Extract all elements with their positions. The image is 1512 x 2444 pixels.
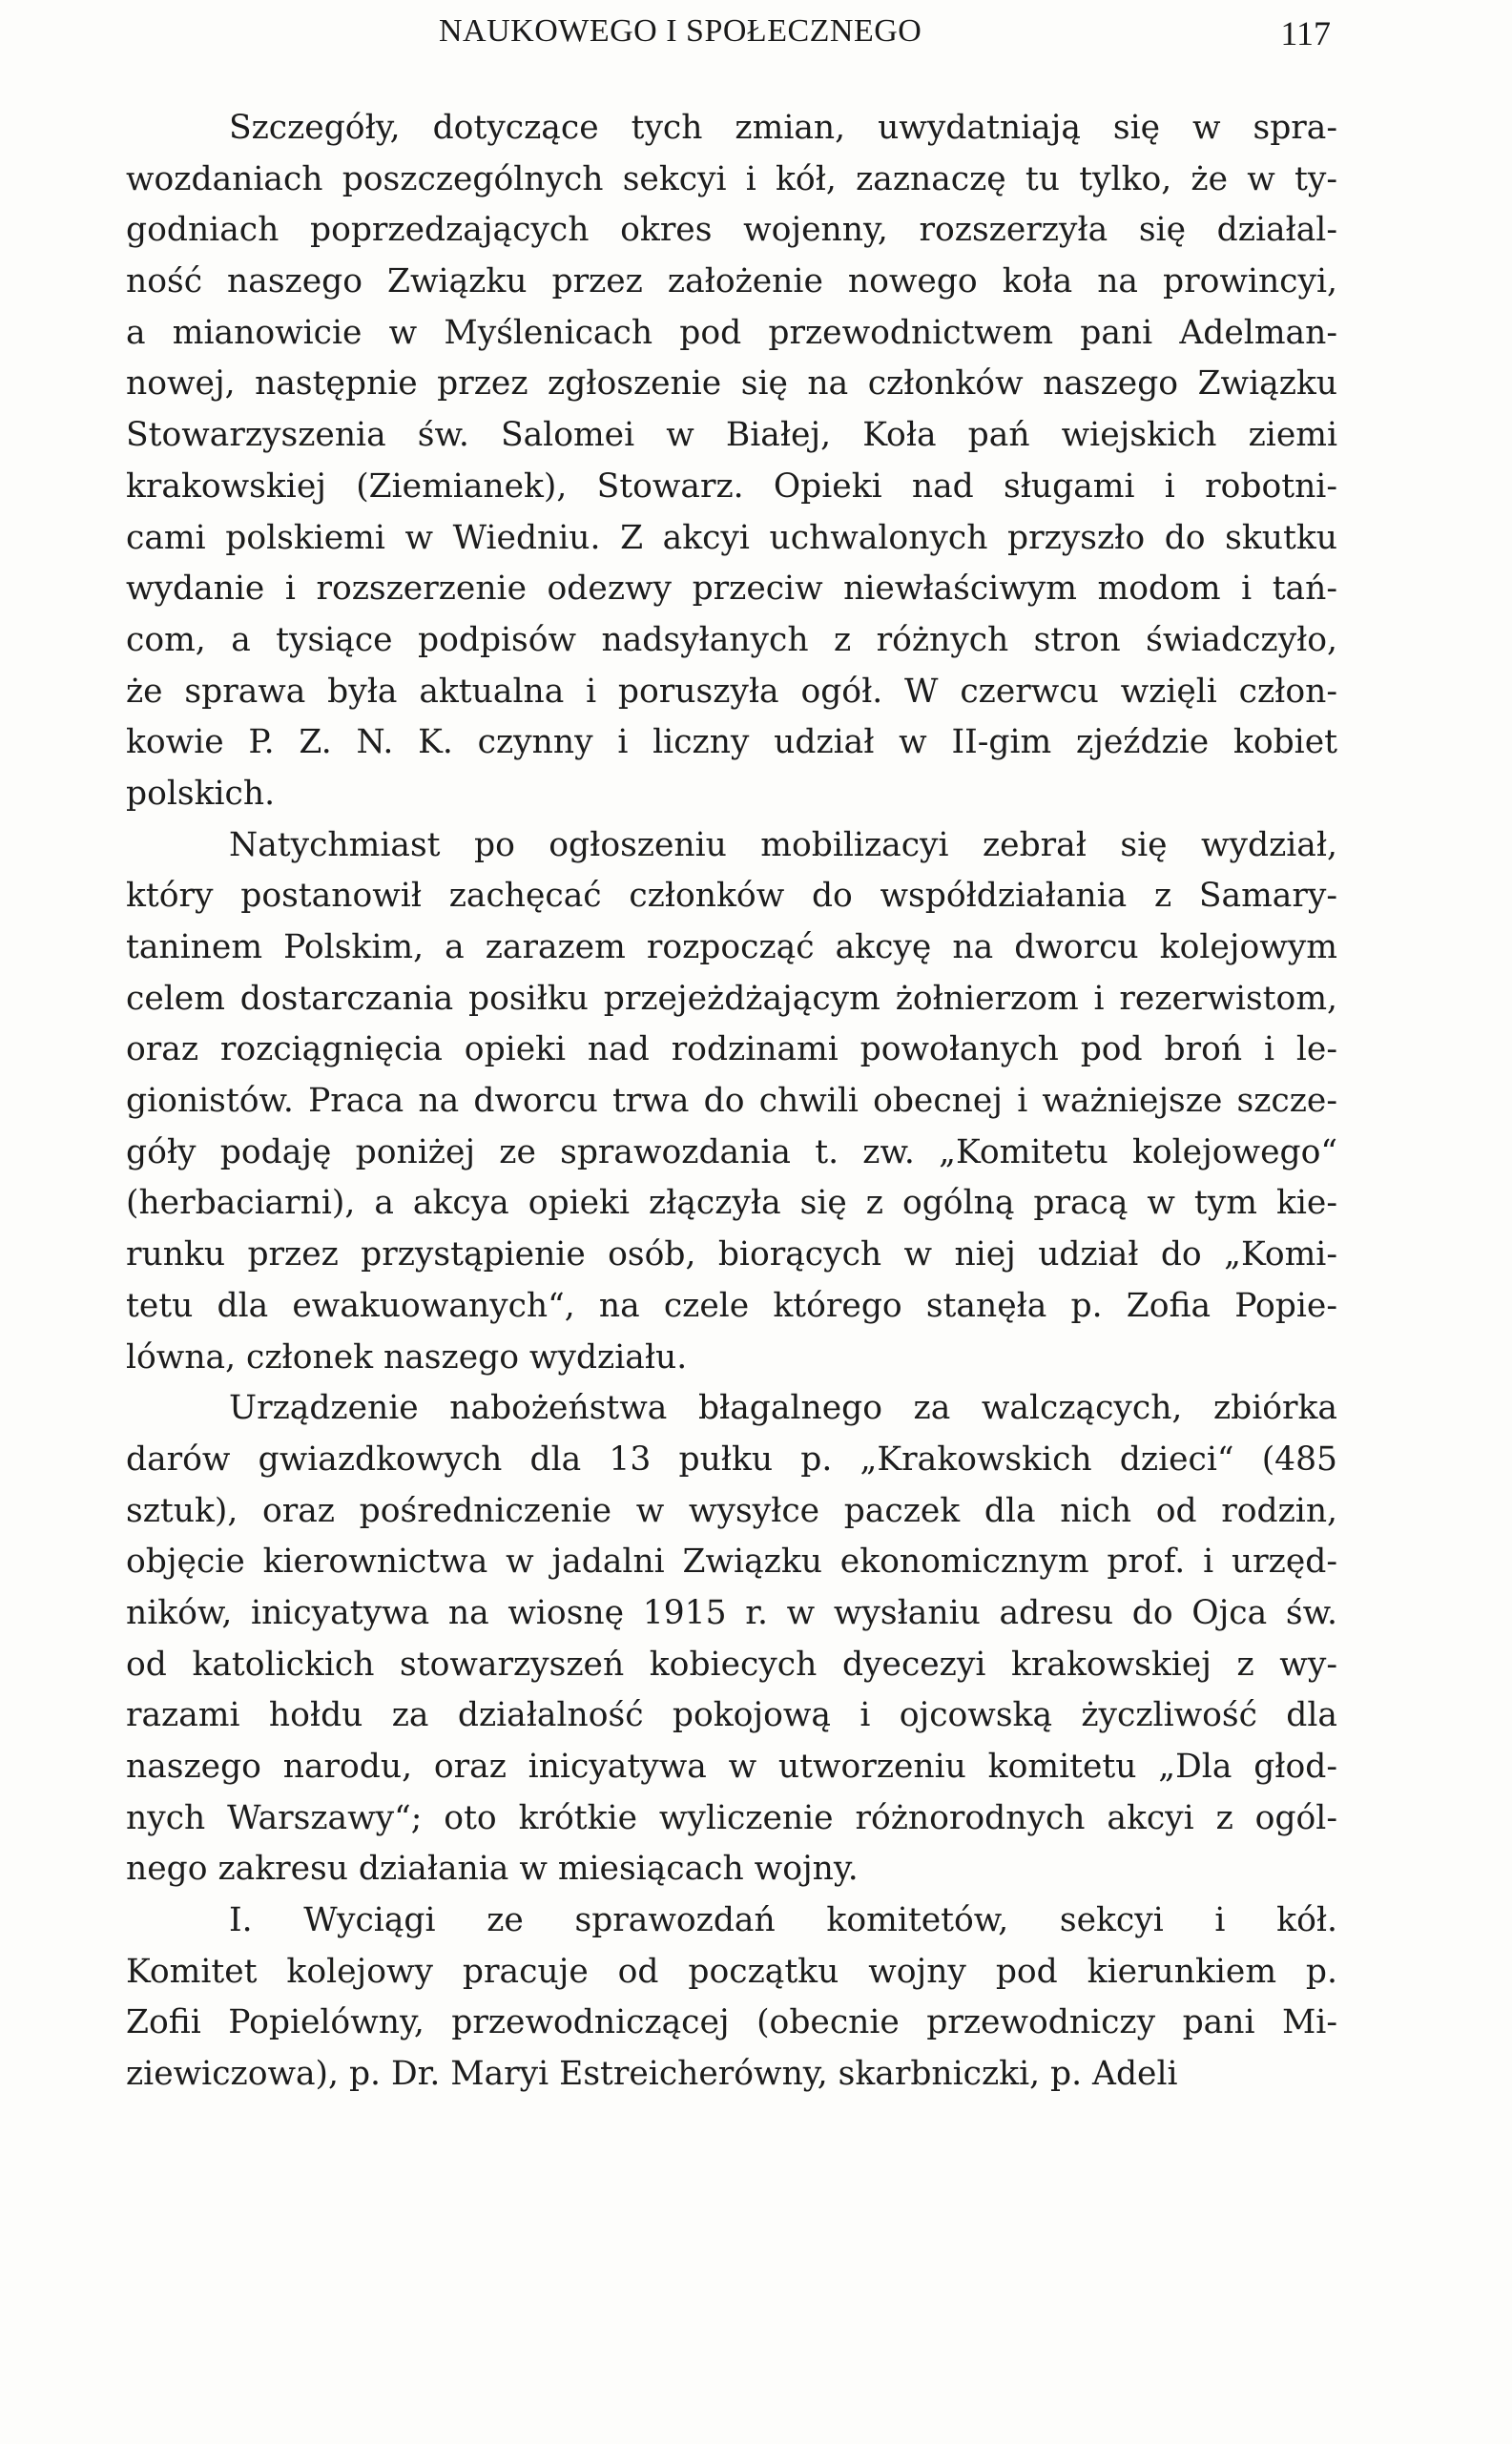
body-text [126,103,1337,2101]
text-line: naszego narodu, oraz inicyatywa w utworzeniu komitetu „Dla głod- [126,1748,1337,1786]
text-line: polskich. [126,774,276,813]
text-line: że sprawa była aktualna i poruszyła ogół. W czerwcu wzięli człon- [126,672,1337,711]
text-line: cami polskiemi w Wiedniu. Z akcyi uchwalonych przyszło do skutku [126,518,1337,557]
text-line: nych Warszawy“; oto krótkie wyliczenie różnorodnych akcyi z ogól- [126,1798,1337,1837]
text-line: taninem Polskim, a zarazem rozpocząć akcyę na dworcu kolejowym [126,928,1337,966]
text-line: wozdaniach poszczególnych sekcyi i kół, zaznaczę tu tylko, że w ty- [126,159,1337,198]
text-line: krakowskiej (Ziemianek), Stowarz. Opieki nad sługami i robotni- [126,466,1337,506]
text-line: kowie P. Z. N. K. czynny i liczny udział w II-gim zjeździe kobiet [126,723,1337,762]
paragraph-4 [126,1895,1337,2101]
running-head: NAUKOWEGO I SPOŁECZNEGO [439,13,922,49]
text-line: objęcie kierownictwa w jadalni Związku ekonomicznym prof. i urzęd- [126,1543,1337,1582]
text-line: sztuk), oraz pośredniczenie w wysyłce paczek dla nich od rodzin, [126,1491,1337,1530]
page-header [0,13,1512,61]
text-line: Zofii Popielówny, przewodniczącej (obecnie przewodniczy pani Mi- [126,2003,1337,2042]
text-line: ziewiczowa), p. Dr. Maryi Estreicherówny, skarbniczki, p. Adeli [126,2055,1178,2094]
text-line: wydanie i rozszerzenie odezwy przeciw niewłaściwym modom i tań- [126,570,1337,609]
text-line: I. Wyciągi ze sprawozdań komitetów, sekcyi i kół. [229,1901,1337,1940]
page-number: 117 [1280,14,1331,52]
text-line: ność naszego Związku przez założenie nowego koła na prowincyi, [126,262,1337,301]
text-line: com, a tysiące podpisów nadsyłanych z różnych stron świadczyło, [126,620,1337,659]
text-line: góły podaję poniżej ze sprawozdania t. zw. „Komitetu kolejowego“ [126,1132,1337,1171]
text-line: a mianowicie w Myślenicach pod przewodnictwem pani Adelman- [126,313,1337,352]
text-line: gionistów. Praca na dworcu trwa do chwili obecnej i ważniejsze szcze- [126,1082,1337,1121]
paragraph-3 [126,1383,1337,1895]
text-line: Stowarzyszenia św. Salomei w Białej, Koła pań wiejskich ziemi [126,416,1337,455]
text-line: lówna, członek naszego wydziału. [126,1337,688,1377]
text-line: Natychmiast po ogłoszeniu mobilizacyi zebrał się wydział, [229,825,1337,864]
text-line: który postanowił zachęcać członków do współdziałania z Samary- [126,877,1337,916]
text-line: Urządzenie nabożeństwa błagalnego za walczących, zbiórka [229,1389,1337,1428]
text-line: oraz rozciągnięcia opieki nad rodzinami powołanych pod broń i le- [126,1030,1337,1069]
text-line: Szczegóły, dotyczące tych zmian, uwydatniają się w spra- [229,109,1337,147]
text-line: od katolickich stowarzyszeń kobiecych dyecezyi krakowskiej z wy- [126,1645,1337,1684]
text-line: godniach poprzedzających okres wojenny, rozszerzyła się działal- [126,211,1337,250]
paragraph-2 [126,820,1337,1384]
text-line: runku przez przystąpienie osób, biorących w niej udział do „Komi- [126,1235,1337,1274]
text-line: darów gwiazdkowych dla 13 pułku p. „Krakowskich dzieci“ (485 [126,1439,1337,1479]
text-line: (herbaciarni), a akcya opieki złączyła się z ogólną pracą w tym kie- [126,1184,1337,1223]
text-line: razami hołdu za działalność pokojową i ojcowską życzliwość dla [126,1696,1337,1735]
text-line: ników, inicyatywa na wiosnę 1915 r. w wysłaniu adresu do Ojca św. [126,1593,1337,1632]
text-line: nego zakresu działania w miesiącach wojny. [126,1850,859,1889]
text-line: tetu dla ewakuowanych“, na czele którego stanęła p. Zofia Popie- [126,1286,1337,1325]
text-line: nowej, następnie przez zgłoszenie się na członków naszego Związku [126,364,1337,404]
text-line: Komitet kolejowy pracuje od początku wojny pod kierunkiem p. [126,1952,1337,1991]
text-line: celem dostarczania posiłku przejeżdżającym żołnierzom i rezerwistom, [126,979,1337,1018]
paragraph-1 [126,103,1337,820]
